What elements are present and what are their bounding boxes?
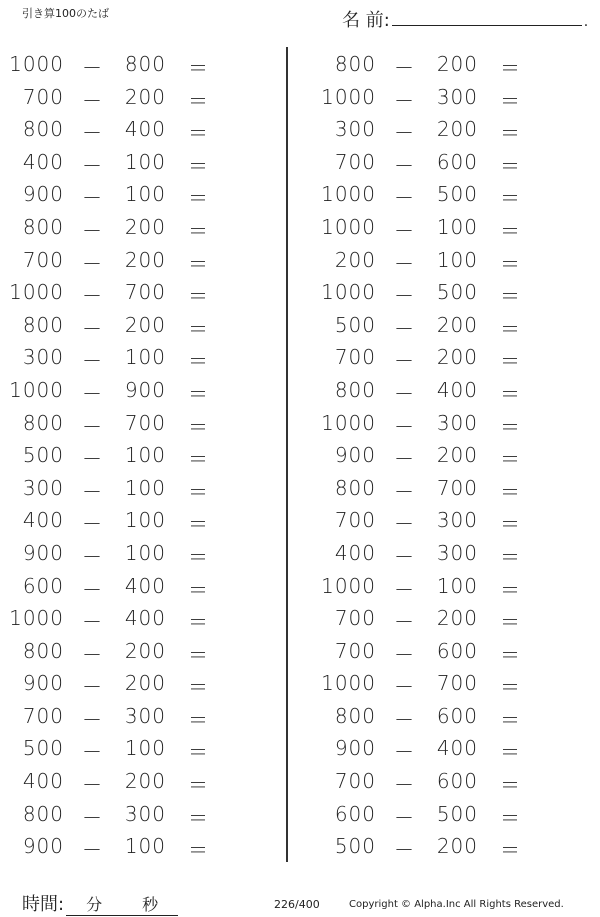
minus-sign: － xyxy=(82,577,103,602)
minus-sign: － xyxy=(82,251,103,276)
equals-sign: ＝ xyxy=(500,740,521,765)
subtrahend: 200 xyxy=(436,443,478,468)
minuend: 400 xyxy=(22,149,64,174)
minuend: 1000 xyxy=(321,410,376,435)
minus-sign: － xyxy=(394,577,415,602)
subtrahend: 200 xyxy=(124,671,166,696)
subtrahend: 500 xyxy=(436,280,478,305)
copyright-notice: Copyright © Alpha.Inc All Rights Reserved. xyxy=(349,899,564,910)
problem-row xyxy=(0,145,290,178)
name-end-dot: . xyxy=(583,14,589,30)
equals-sign: ＝ xyxy=(188,349,209,374)
minuend: 800 xyxy=(22,117,64,142)
equals-sign: ＝ xyxy=(500,805,521,830)
subtrahend: 600 xyxy=(436,703,478,728)
subtrahend: 400 xyxy=(436,736,478,761)
problem-row xyxy=(0,112,290,145)
minuend: 500 xyxy=(22,443,64,468)
equals-sign: ＝ xyxy=(188,805,209,830)
minuend: 400 xyxy=(22,769,64,794)
problem-row xyxy=(0,503,290,536)
minuend: 900 xyxy=(334,443,376,468)
problem-row xyxy=(312,536,600,569)
minus-sign: － xyxy=(82,218,103,243)
subtrahend: 300 xyxy=(124,801,166,826)
problem-row xyxy=(312,406,600,439)
problem-row xyxy=(312,340,600,373)
minuend: 500 xyxy=(22,736,64,761)
problem-row xyxy=(0,80,290,113)
equals-sign: ＝ xyxy=(188,707,209,732)
time-label: 時間: xyxy=(22,894,65,915)
subtrahend: 200 xyxy=(436,834,478,859)
subtrahend: 200 xyxy=(436,117,478,142)
minuend: 700 xyxy=(334,638,376,663)
minuend: 600 xyxy=(22,573,64,598)
subtrahend: 100 xyxy=(124,540,166,565)
subtrahend: 100 xyxy=(124,475,166,500)
minus-sign: － xyxy=(394,284,415,309)
minus-sign: － xyxy=(394,675,415,700)
minuend: 1000 xyxy=(321,214,376,239)
problem-row xyxy=(312,308,600,341)
subtrahend: 200 xyxy=(124,638,166,663)
minus-sign: － xyxy=(394,740,415,765)
minus-sign: － xyxy=(82,186,103,211)
minus-sign: － xyxy=(82,642,103,667)
subtrahend: 200 xyxy=(124,84,166,109)
minus-sign: － xyxy=(394,642,415,667)
problem-row xyxy=(0,340,290,373)
minus-sign: － xyxy=(82,838,103,863)
minuend: 800 xyxy=(334,475,376,500)
problem-row xyxy=(0,308,290,341)
problem-row xyxy=(0,731,290,764)
minus-sign: － xyxy=(82,284,103,309)
time-blank-line[interactable] xyxy=(66,892,178,916)
minuend: 400 xyxy=(334,540,376,565)
equals-sign: ＝ xyxy=(500,316,521,341)
equals-sign: ＝ xyxy=(500,642,521,667)
minuend: 1000 xyxy=(321,671,376,696)
problem-row xyxy=(312,731,600,764)
subtrahend: 300 xyxy=(124,703,166,728)
minus-sign: － xyxy=(394,381,415,406)
right-problem-column xyxy=(312,47,600,862)
minus-sign: － xyxy=(82,544,103,569)
minuend: 800 xyxy=(22,638,64,663)
equals-sign: ＝ xyxy=(188,121,209,146)
problem-row xyxy=(312,80,600,113)
page-number: 226/400 xyxy=(274,898,320,911)
problem-row xyxy=(312,243,600,276)
subtrahend: 100 xyxy=(124,736,166,761)
equals-sign: ＝ xyxy=(188,838,209,863)
problem-row xyxy=(0,471,290,504)
problem-row xyxy=(312,275,600,308)
subtrahend: 200 xyxy=(436,345,478,370)
equals-sign: ＝ xyxy=(188,88,209,113)
equals-sign: ＝ xyxy=(188,675,209,700)
minus-sign: － xyxy=(394,610,415,635)
equals-sign: ＝ xyxy=(188,251,209,276)
minus-sign: － xyxy=(394,414,415,439)
problem-row xyxy=(0,797,290,830)
subtrahend: 200 xyxy=(436,52,478,76)
problem-row xyxy=(312,438,600,471)
minus-sign: － xyxy=(394,316,415,341)
equals-sign: ＝ xyxy=(500,284,521,309)
problem-row xyxy=(312,177,600,210)
minuend: 900 xyxy=(22,540,64,565)
time-field xyxy=(22,890,178,916)
minuend: 800 xyxy=(334,377,376,402)
minus-sign: － xyxy=(82,512,103,537)
problem-row xyxy=(0,536,290,569)
problem-row xyxy=(312,47,600,80)
minus-sign: － xyxy=(394,349,415,374)
minus-sign: － xyxy=(394,153,415,178)
minuend: 700 xyxy=(334,508,376,533)
minuend: 1000 xyxy=(9,377,64,402)
equals-sign: ＝ xyxy=(188,642,209,667)
subtrahend: 500 xyxy=(436,801,478,826)
problem-row xyxy=(312,569,600,602)
minuend: 800 xyxy=(22,312,64,337)
subtrahend: 100 xyxy=(124,182,166,207)
subtrahend: 700 xyxy=(124,280,166,305)
equals-sign: ＝ xyxy=(188,153,209,178)
name-label: 名 前: xyxy=(342,10,390,31)
subtrahend: 200 xyxy=(124,214,166,239)
minus-sign: － xyxy=(82,88,103,113)
problem-row xyxy=(312,666,600,699)
subtrahend: 100 xyxy=(436,214,478,239)
equals-sign: ＝ xyxy=(500,512,521,537)
minus-sign: － xyxy=(82,707,103,732)
minus-sign: － xyxy=(394,251,415,276)
minuend: 800 xyxy=(22,410,64,435)
subtrahend: 400 xyxy=(124,117,166,142)
minuend: 300 xyxy=(22,345,64,370)
minus-sign: － xyxy=(394,218,415,243)
minuend: 1000 xyxy=(321,280,376,305)
minuend: 900 xyxy=(22,834,64,859)
problem-row xyxy=(312,471,600,504)
problem-row xyxy=(312,503,600,536)
equals-sign: ＝ xyxy=(188,56,209,80)
equals-sign: ＝ xyxy=(188,512,209,537)
subtrahend: 200 xyxy=(436,312,478,337)
minuend: 900 xyxy=(22,182,64,207)
equals-sign: ＝ xyxy=(500,186,521,211)
problem-row xyxy=(0,601,290,634)
equals-sign: ＝ xyxy=(188,740,209,765)
minus-sign: － xyxy=(82,414,103,439)
problem-row xyxy=(0,438,290,471)
subtrahend: 300 xyxy=(436,508,478,533)
problem-row xyxy=(0,634,290,667)
subtrahend: 700 xyxy=(436,475,478,500)
minuend: 1000 xyxy=(9,280,64,305)
minus-sign: － xyxy=(82,153,103,178)
name-blank-line[interactable] xyxy=(392,5,582,26)
minuend: 300 xyxy=(22,475,64,500)
problem-row xyxy=(0,406,290,439)
name-field xyxy=(342,5,588,32)
minuend: 400 xyxy=(22,508,64,533)
minus-sign: － xyxy=(82,316,103,341)
equals-sign: ＝ xyxy=(500,577,521,602)
minus-sign: － xyxy=(394,447,415,472)
minus-sign: － xyxy=(82,479,103,504)
problem-row xyxy=(312,145,600,178)
equals-sign: ＝ xyxy=(188,316,209,341)
subtrahend: 900 xyxy=(124,377,166,402)
subtrahend: 100 xyxy=(124,345,166,370)
equals-sign: ＝ xyxy=(500,88,521,113)
problem-row xyxy=(0,47,290,80)
left-problem-column xyxy=(0,47,290,862)
subtrahend: 800 xyxy=(124,52,166,76)
subtrahend: 200 xyxy=(436,606,478,631)
equals-sign: ＝ xyxy=(500,414,521,439)
minus-sign: － xyxy=(82,381,103,406)
problem-row xyxy=(312,210,600,243)
equals-sign: ＝ xyxy=(500,838,521,863)
equals-sign: ＝ xyxy=(188,447,209,472)
column-divider xyxy=(286,47,288,862)
problem-row xyxy=(0,699,290,732)
minuend: 700 xyxy=(334,149,376,174)
problem-row xyxy=(312,699,600,732)
minuend: 700 xyxy=(334,606,376,631)
equals-sign: ＝ xyxy=(500,218,521,243)
subtrahend: 200 xyxy=(124,312,166,337)
equals-sign: ＝ xyxy=(188,773,209,798)
minuend: 1000 xyxy=(9,52,64,76)
subtrahend: 400 xyxy=(124,606,166,631)
equals-sign: ＝ xyxy=(188,186,209,211)
minuend: 200 xyxy=(334,247,376,272)
subtrahend: 700 xyxy=(124,410,166,435)
minuend: 900 xyxy=(22,671,64,696)
minus-sign: － xyxy=(82,121,103,146)
equals-sign: ＝ xyxy=(188,544,209,569)
minuend: 700 xyxy=(334,769,376,794)
minuend: 700 xyxy=(22,247,64,272)
equals-sign: ＝ xyxy=(500,610,521,635)
minuend: 1000 xyxy=(321,84,376,109)
minus-sign: － xyxy=(394,773,415,798)
minuend: 700 xyxy=(334,345,376,370)
subtrahend: 500 xyxy=(436,182,478,207)
minus-sign: － xyxy=(82,349,103,374)
subtrahend: 100 xyxy=(436,573,478,598)
minus-sign: － xyxy=(82,773,103,798)
problem-row xyxy=(312,764,600,797)
minus-sign: － xyxy=(82,447,103,472)
minuend: 900 xyxy=(334,736,376,761)
problem-row xyxy=(0,373,290,406)
problem-row xyxy=(312,112,600,145)
minus-sign: － xyxy=(82,610,103,635)
subtrahend: 100 xyxy=(124,834,166,859)
minuend: 600 xyxy=(334,801,376,826)
subtrahend: 200 xyxy=(124,769,166,794)
minus-sign: － xyxy=(394,512,415,537)
subtrahend: 100 xyxy=(124,508,166,533)
problem-row xyxy=(0,569,290,602)
equals-sign: ＝ xyxy=(500,251,521,276)
minus-sign: － xyxy=(82,805,103,830)
problem-row xyxy=(0,243,290,276)
minuend: 1000 xyxy=(321,573,376,598)
problem-row xyxy=(312,373,600,406)
problem-row xyxy=(0,764,290,797)
equals-sign: ＝ xyxy=(188,284,209,309)
subtrahend: 700 xyxy=(436,671,478,696)
minuend: 800 xyxy=(22,801,64,826)
minuend: 800 xyxy=(22,214,64,239)
minuend: 1000 xyxy=(9,606,64,631)
equals-sign: ＝ xyxy=(500,381,521,406)
subtrahend: 300 xyxy=(436,540,478,565)
minus-sign: － xyxy=(394,805,415,830)
minuend: 1000 xyxy=(321,182,376,207)
problem-row xyxy=(312,829,600,862)
equals-sign: ＝ xyxy=(500,675,521,700)
minuend: 500 xyxy=(334,312,376,337)
equals-sign: ＝ xyxy=(500,479,521,504)
problem-row xyxy=(312,634,600,667)
minuend: 700 xyxy=(22,703,64,728)
problem-row xyxy=(312,601,600,634)
subtrahend: 400 xyxy=(436,377,478,402)
minus-sign: － xyxy=(394,186,415,211)
problem-row xyxy=(0,177,290,210)
subtrahend: 300 xyxy=(436,84,478,109)
subtrahend: 600 xyxy=(436,638,478,663)
problem-row xyxy=(0,275,290,308)
minus-sign: － xyxy=(394,838,415,863)
subtrahend: 100 xyxy=(124,443,166,468)
seconds-label: 秒 xyxy=(142,895,159,914)
minutes-label: 分 xyxy=(86,895,103,914)
subtrahend: 600 xyxy=(436,149,478,174)
subtrahend: 400 xyxy=(124,573,166,598)
minus-sign: － xyxy=(82,56,103,80)
equals-sign: ＝ xyxy=(500,447,521,472)
subtrahend: 100 xyxy=(124,149,166,174)
equals-sign: ＝ xyxy=(500,56,521,80)
equals-sign: ＝ xyxy=(500,349,521,374)
subtrahend: 300 xyxy=(436,410,478,435)
equals-sign: ＝ xyxy=(188,577,209,602)
minuend: 300 xyxy=(334,117,376,142)
subtrahend: 100 xyxy=(436,247,478,272)
minus-sign: － xyxy=(394,88,415,113)
problem-row xyxy=(0,829,290,862)
equals-sign: ＝ xyxy=(500,153,521,178)
equals-sign: ＝ xyxy=(500,544,521,569)
subtrahend: 200 xyxy=(124,247,166,272)
minuend: 700 xyxy=(22,84,64,109)
equals-sign: ＝ xyxy=(188,414,209,439)
minus-sign: － xyxy=(394,707,415,732)
equals-sign: ＝ xyxy=(500,707,521,732)
minus-sign: － xyxy=(394,479,415,504)
problem-row xyxy=(0,210,290,243)
equals-sign: ＝ xyxy=(188,218,209,243)
equals-sign: ＝ xyxy=(500,773,521,798)
problem-row xyxy=(312,797,600,830)
equals-sign: ＝ xyxy=(500,121,521,146)
minus-sign: － xyxy=(82,740,103,765)
minus-sign: － xyxy=(394,121,415,146)
equals-sign: ＝ xyxy=(188,381,209,406)
minus-sign: － xyxy=(394,56,415,80)
minuend: 800 xyxy=(334,52,376,76)
worksheet-title: 引き算100のたば xyxy=(22,7,109,20)
equals-sign: ＝ xyxy=(188,610,209,635)
minuend: 500 xyxy=(334,834,376,859)
equals-sign: ＝ xyxy=(188,479,209,504)
minus-sign: － xyxy=(394,544,415,569)
problem-row xyxy=(0,666,290,699)
subtrahend: 600 xyxy=(436,769,478,794)
minus-sign: － xyxy=(82,675,103,700)
minuend: 800 xyxy=(334,703,376,728)
